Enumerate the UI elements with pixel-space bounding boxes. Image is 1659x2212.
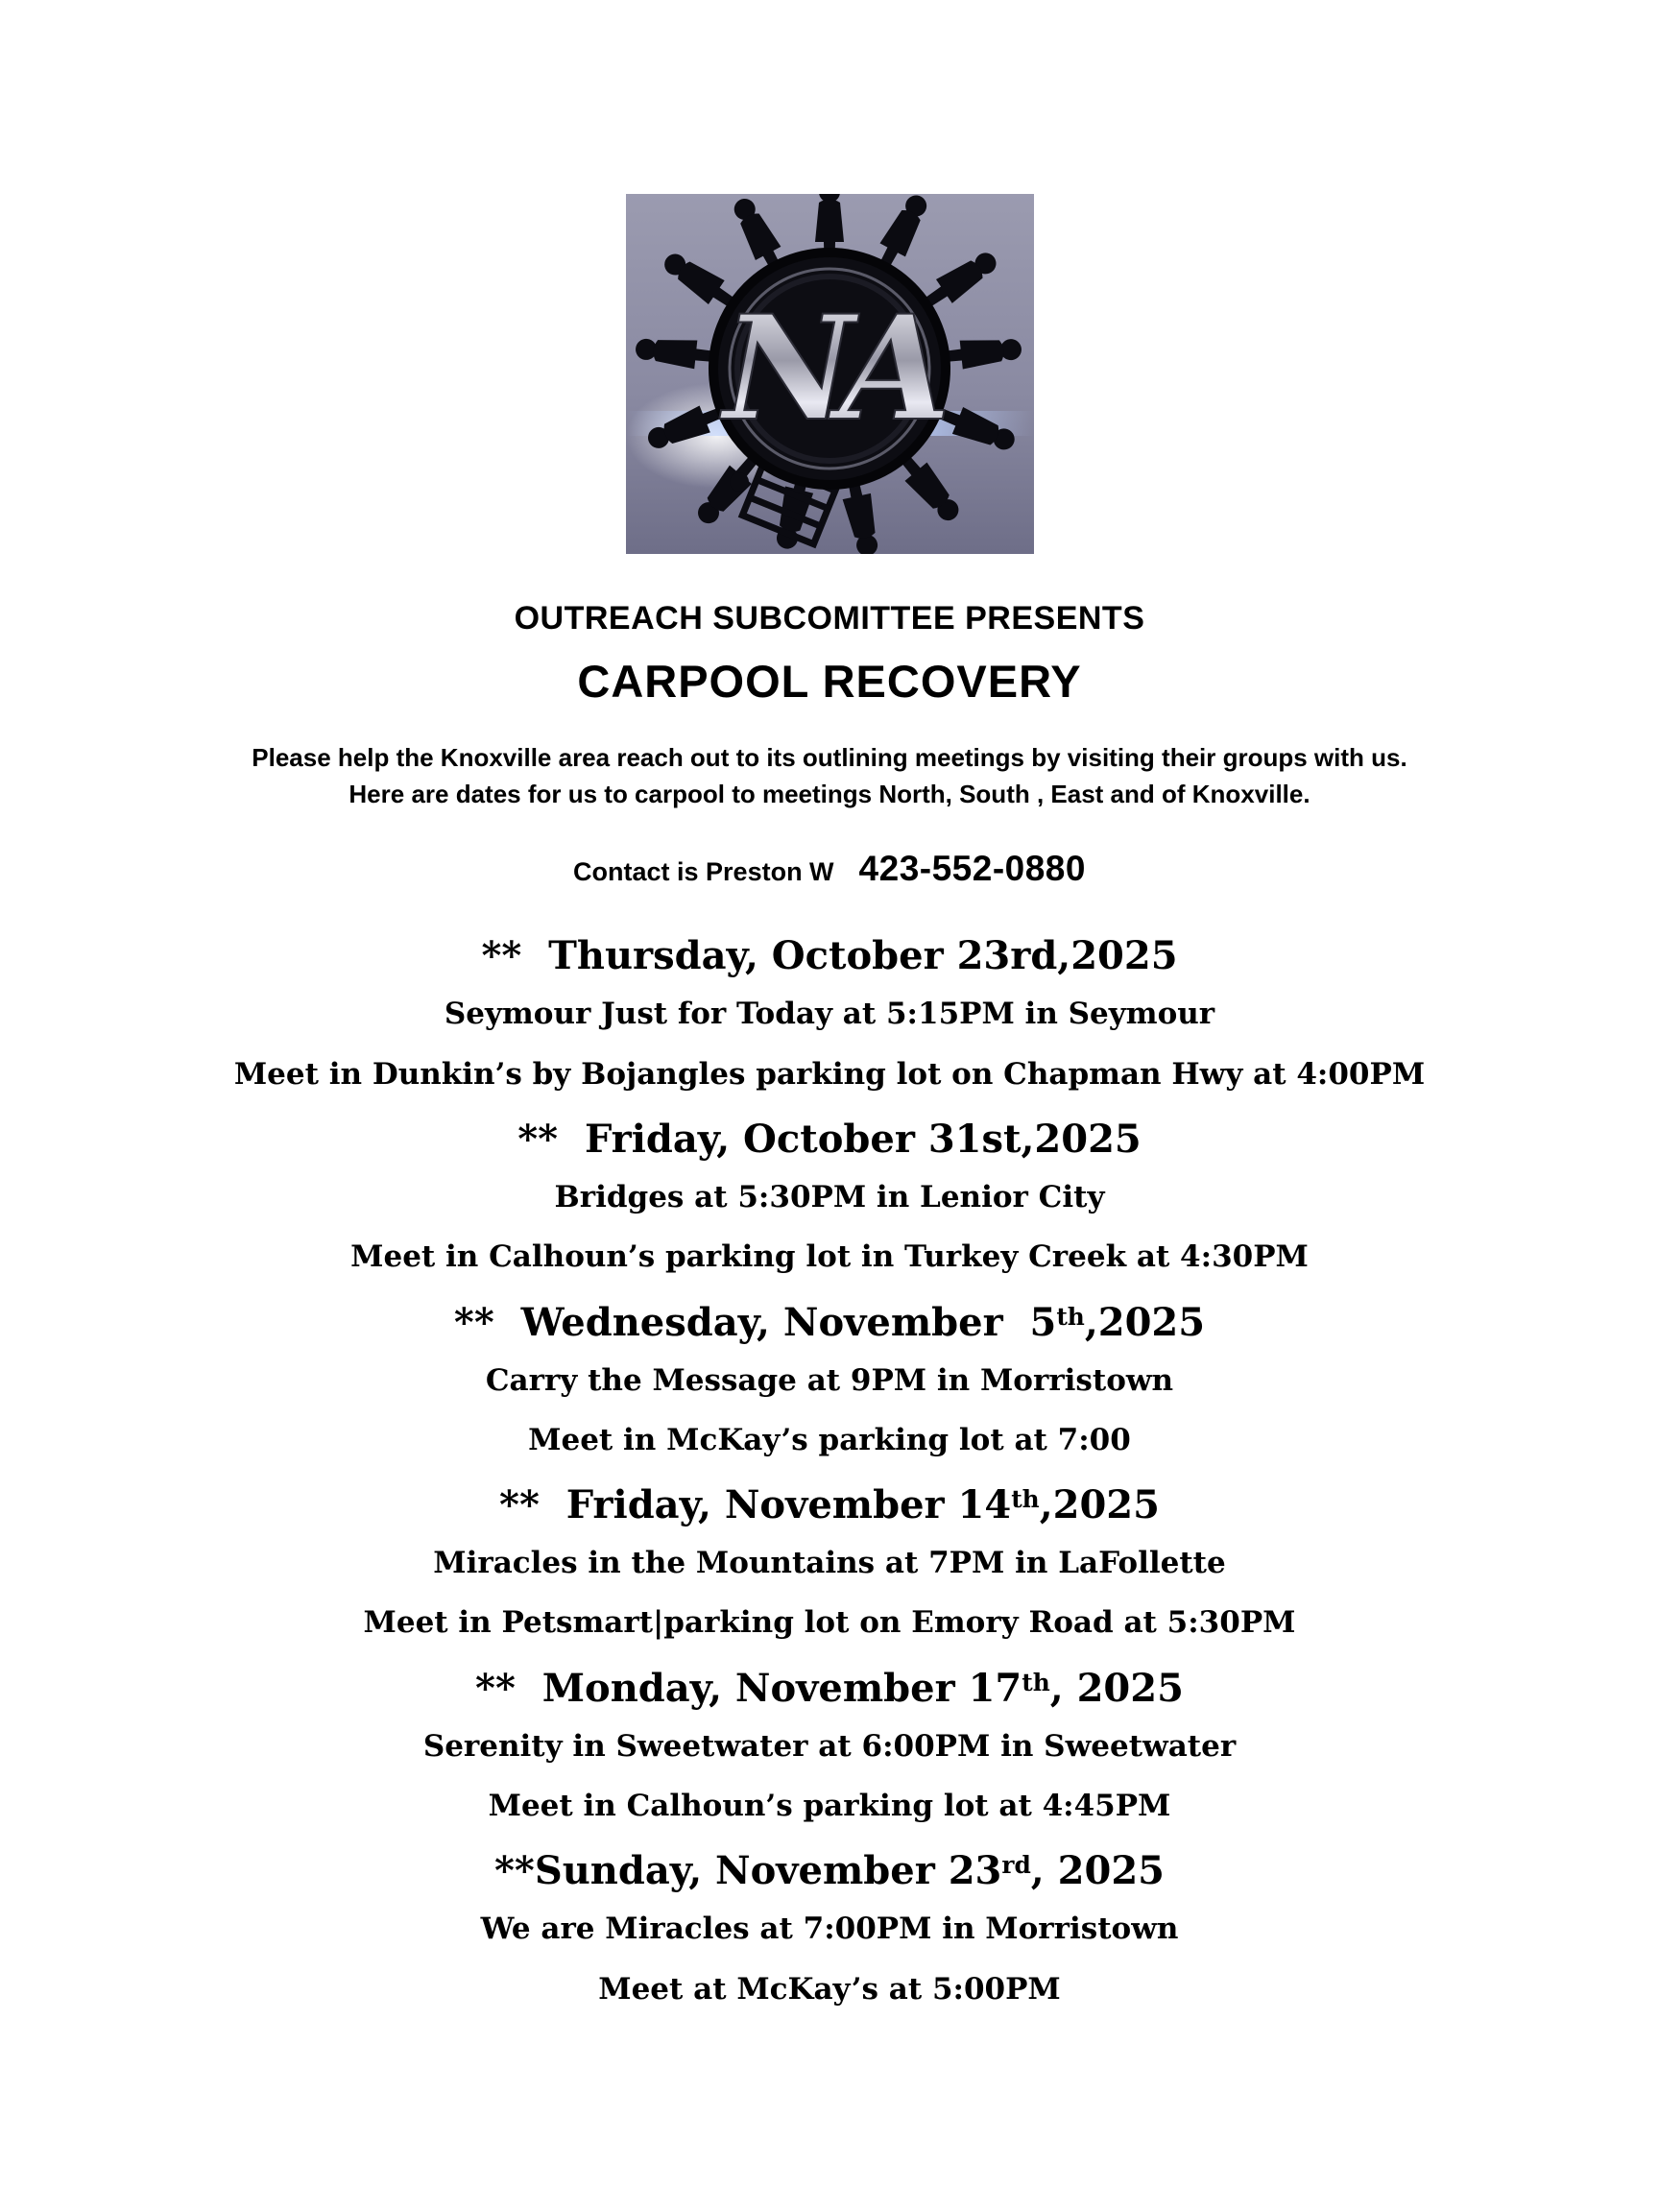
event-date-ordinal: th (1056, 1302, 1085, 1331)
event-meeting-line: Miracles in the Mountains at 7PM in LaFollette (433, 1546, 1226, 1581)
event-block (0, 1480, 1659, 1643)
event-date-heading (0, 1664, 1659, 1714)
event-meetup-line: Meet in Dunkin’s by Bojangles parking lot on Chapman Hwy at 4:00PM (233, 1056, 1426, 1092)
event-meetup-line: Meet in McKay’s parking lot at 7:00 (528, 1422, 1131, 1457)
logo-na-letters: NA (722, 284, 936, 453)
event-meeting-line: Seymour Just for Today at 5:15PM in Seymour (444, 997, 1215, 1032)
event-date-heading (0, 1115, 1659, 1165)
event-date-ordinal: th (1022, 1668, 1050, 1696)
event-date-heading (0, 931, 1659, 981)
event-meetup-line: Meet in Calhoun’s parking lot in Turkey Creek at 4:30PM (350, 1239, 1309, 1275)
event-block (0, 1846, 1659, 2008)
event-date-tail: ,2025 (1084, 1299, 1206, 1345)
event-date-main: ** Wednesday, November 5 (453, 1299, 1057, 1345)
intro-paragraph (0, 740, 1659, 812)
contact-label: Contact is Preston W (573, 857, 834, 887)
intro-line-2: Here are dates for us to carpool to meetings North, South , East and of Knoxville. (349, 779, 1310, 808)
na-logo-image (626, 194, 1034, 554)
event-date-tail: , 2025 (1030, 1848, 1165, 1894)
event-meetup-line: Meet in Petsmart|parking lot on Emory Road at 5:30PM (363, 1605, 1296, 1641)
na-logo (626, 194, 1034, 554)
event-block (0, 1664, 1659, 1826)
events-list (0, 931, 1659, 2008)
event-date-heading (0, 1846, 1659, 1896)
event-date-ordinal: th (1011, 1485, 1040, 1513)
event-date-main: **Sunday, November 23 (494, 1848, 1002, 1894)
event-date-main: ** Friday, October 31st,2025 (517, 1116, 1142, 1162)
event-date-tail: ,2025 (1039, 1482, 1160, 1528)
event-meetup-line: Meet at McKay’s at 5:00PM (598, 1971, 1061, 2007)
presents-line: OUTREACH SUBCOMITTEE PRESENTS (514, 600, 1145, 637)
event-block (0, 1298, 1659, 1460)
event-date-main: ** Monday, November 17 (475, 1665, 1022, 1711)
event-date-tail: , 2025 (1049, 1665, 1184, 1711)
event-date-main: ** Friday, November 14 (499, 1482, 1012, 1528)
event-meetup-line: Meet in Calhoun’s parking lot at 4:45PM (488, 1789, 1171, 1824)
event-block (0, 1115, 1659, 1277)
event-meeting-line: We are Miracles at 7:00PM in Morristown (480, 1911, 1179, 1947)
contact-row (0, 849, 1659, 889)
event-meeting-line: Serenity in Sweetwater at 6:00PM in Sweetwater (422, 1728, 1237, 1764)
event-date-heading (0, 1480, 1659, 1530)
event-date-ordinal: rd (1001, 1851, 1031, 1880)
intro-line-1: Please help the Knoxville area reach out to its outlining meetings by visiting their groups with us. (252, 743, 1407, 772)
event-meeting-line: Bridges at 5:30PM in Lenior City (554, 1179, 1105, 1214)
page-title: CARPOOL RECOVERY (577, 656, 1082, 707)
event-meeting-line: Carry the Message at 9PM in Morristown (485, 1362, 1174, 1398)
event-date-heading (0, 1298, 1659, 1348)
contact-phone: 423-552-0880 (858, 849, 1086, 889)
event-date-main: ** Thursday, October 23rd,2025 (481, 933, 1178, 979)
event-block (0, 931, 1659, 1094)
